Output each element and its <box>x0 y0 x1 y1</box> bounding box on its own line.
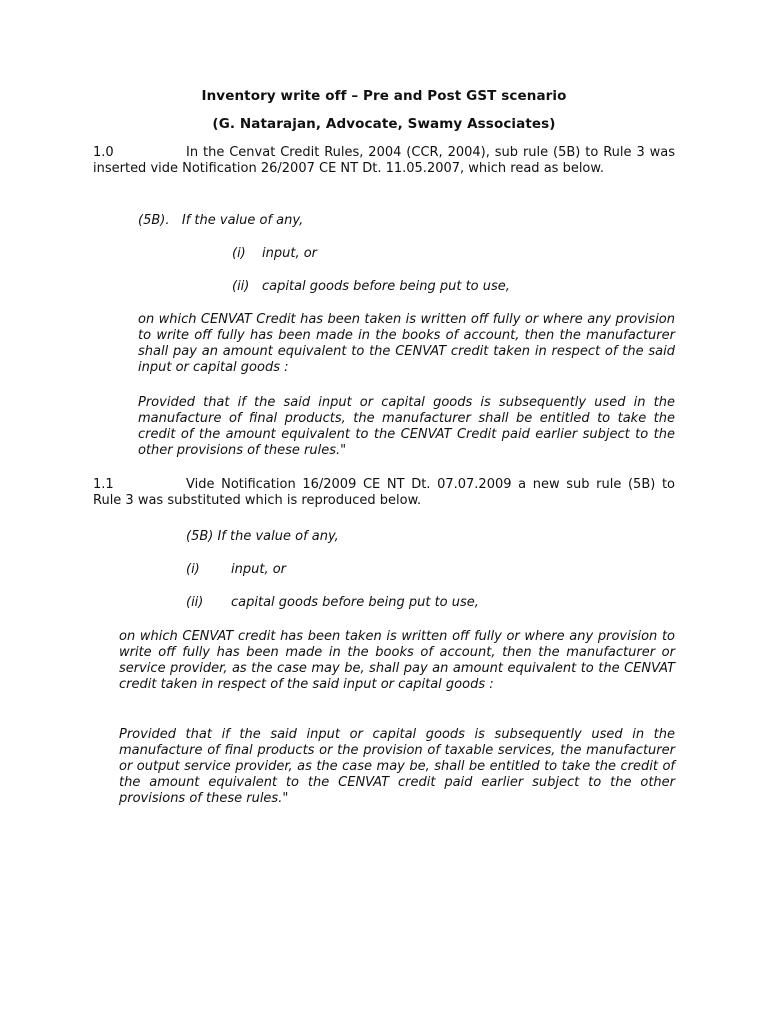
section-text: Vide Notification 16/2009 CE NT Dt. 07.07.2009 a new sub rule (5B) to Rule 3 was substituted which is reproduced below. <box>93 477 675 508</box>
section-text: In the Cenvat Credit Rules, 2004 (CCR, 2004), sub rule (5B) to Rule 3 was inserted vide Notification 26/2007 CE NT Dt. 11.05.2007, which read as below. <box>93 145 675 176</box>
rule-proviso: Provided that if the said input or capital goods is subsequently used in the manufacture of final products or the provision of taxable services, the manufacturer or output service provider, as the case may be, shall be entitled to take the credit of the amount equivalent to the CENVAT credit paid earlier subject to the other provisions of these rules." <box>119 727 675 806</box>
list-text: capital goods before being put to use, <box>262 279 510 294</box>
rule-heading: (5B) If the value of any, <box>186 529 339 544</box>
list-item <box>232 246 317 262</box>
list-text: input, or <box>262 246 318 261</box>
section-1-0-paragraph <box>93 145 675 177</box>
document-title: Inventory write off – Pre and Post GST scenario <box>201 88 567 104</box>
list-marker: (ii) <box>186 595 204 610</box>
list-marker: (i) <box>186 562 200 577</box>
list-item <box>186 595 479 611</box>
section-number: 1.0 <box>93 145 114 160</box>
rule-body: on which CENVAT Credit has been taken is written off fully or where any provision to write off fully has been made in the books of account, then the manufacturer shall pay an amount equivalent to the CENVAT credit taken in respect of the said input or capital goods : <box>138 312 675 375</box>
list-text: capital goods before being put to use, <box>231 595 479 610</box>
list-text: input, or <box>231 562 287 577</box>
rule-heading: (5B). If the value of any, <box>138 213 304 228</box>
list-marker: (ii) <box>232 279 250 294</box>
rule-body: on which CENVAT credit has been taken is written off fully or where any provision to write off fully has been made in the books of account, then the manufacturer or service provider, as the case may be, shall pay an amount equivalent to the CENVAT credit taken in respect of the said input or capital goods : <box>119 629 675 692</box>
list-item <box>232 279 510 295</box>
document-author: (G. Natarajan, Advocate, Swamy Associates) <box>212 116 556 132</box>
list-item <box>186 562 286 578</box>
list-marker: (i) <box>232 246 246 261</box>
rule-proviso: Provided that if the said input or capital goods is subsequently used in the manufacture of final products, the manufacturer shall be entitled to take the credit of the amount equivalent to the CENVAT Credit paid earlier subject to the other provisions of these rules." <box>138 395 675 458</box>
section-1-1-paragraph <box>93 477 675 509</box>
section-number: 1.1 <box>93 477 114 492</box>
